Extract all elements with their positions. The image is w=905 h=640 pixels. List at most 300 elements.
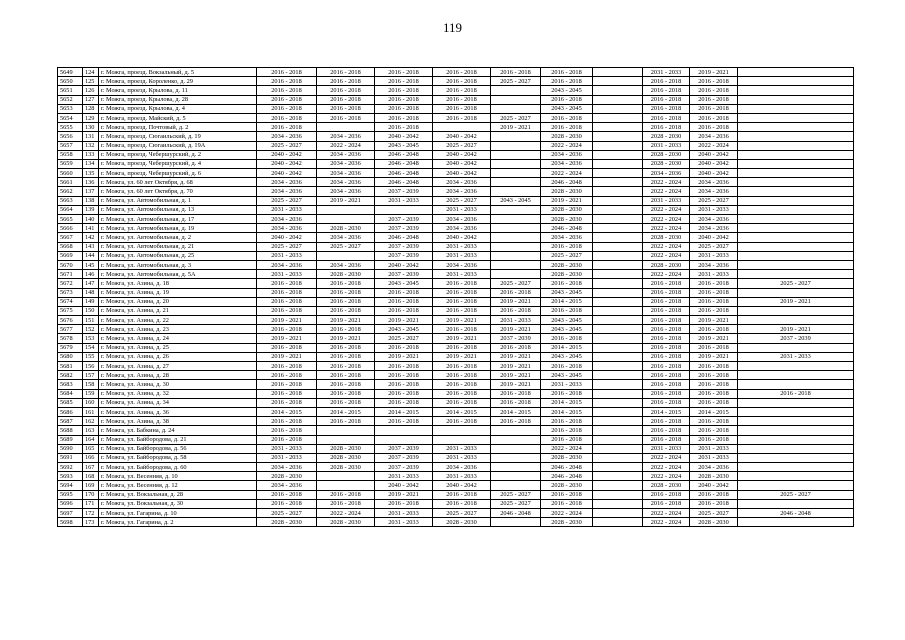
period-cell-1: 2034 - 2036 [257, 463, 317, 472]
row-index-cell: 133 [83, 150, 99, 159]
period-cell-9: 2016 - 2018 [690, 288, 738, 297]
period-cell-5 [491, 251, 541, 260]
period-cell-6: 2043 - 2045 [541, 325, 593, 334]
period-cell-4: 2031 - 2033 [433, 444, 491, 453]
period-cell-2: 2016 - 2018 [317, 490, 375, 499]
period-cell-9: 2022 - 2024 [690, 141, 738, 150]
row-index-cell: 130 [83, 123, 99, 132]
period-cell-7 [593, 132, 643, 141]
period-cell-9: 2031 - 2033 [690, 453, 738, 462]
period-cell-6: 2028 - 2030 [541, 215, 593, 224]
row-index-cell: 166 [83, 453, 99, 462]
row-index-cell: 145 [83, 260, 99, 269]
period-cell-9: 2025 - 2027 [690, 509, 738, 518]
period-cell-7 [593, 224, 643, 233]
address-cell: г. Можга, проезд. Короленко, д. 29 [99, 77, 257, 86]
period-cell-7 [593, 104, 643, 113]
period-cell-4: 2019 - 2021 [433, 334, 491, 343]
address-cell: г. Можга, ул. Азина, д. 19 [99, 288, 257, 297]
row-index-cell: 158 [83, 380, 99, 389]
period-cell-7 [593, 288, 643, 297]
period-cell-8: 2028 - 2030 [643, 481, 690, 490]
period-cell-2: 2034 - 2036 [317, 260, 375, 269]
period-cell-7 [593, 270, 643, 279]
period-cell-5 [491, 472, 541, 481]
period-cell-9: 2016 - 2018 [690, 380, 738, 389]
period-cell-6: 2046 - 2048 [541, 224, 593, 233]
period-cell-5 [491, 233, 541, 242]
row-id-cell: 5664 [58, 205, 83, 214]
table-row [58, 380, 854, 389]
period-cell-4: 2040 - 2042 [433, 150, 491, 159]
period-cell-4: 2031 - 2033 [433, 251, 491, 260]
period-cell-8: 2022 - 2024 [643, 518, 690, 527]
period-cell-2: 2019 - 2021 [317, 196, 375, 205]
period-cell-2: 2016 - 2018 [317, 325, 375, 334]
period-cell-3: 2037 - 2039 [375, 224, 433, 233]
table-row [58, 178, 854, 187]
period-cell-1: 2016 - 2018 [257, 362, 317, 371]
row-id-cell: 5679 [58, 343, 83, 352]
period-cell-9: 2019 - 2021 [690, 316, 738, 325]
period-cell-7 [593, 426, 643, 435]
period-cell-8: 2034 - 2036 [643, 169, 690, 178]
period-cell-3: 2025 - 2027 [375, 334, 433, 343]
period-cell-4: 2016 - 2018 [433, 279, 491, 288]
period-cell-2: 2034 - 2036 [317, 150, 375, 159]
period-cell-6: 2043 - 2045 [541, 352, 593, 361]
address-cell: г. Можга, ул. Автомобильная, д. 2 [99, 233, 257, 242]
period-cell-8: 2016 - 2018 [643, 371, 690, 380]
period-cell-8: 2016 - 2018 [643, 499, 690, 508]
period-cell-2: 2016 - 2018 [317, 417, 375, 426]
period-cell-3: 2016 - 2018 [375, 380, 433, 389]
row-index-cell: 146 [83, 270, 99, 279]
row-index-cell: 131 [83, 132, 99, 141]
table-row [58, 325, 854, 334]
period-cell-7 [593, 187, 643, 196]
period-cell-10 [738, 159, 854, 168]
row-index-cell: 160 [83, 398, 99, 407]
period-cell-5: 2016 - 2018 [491, 68, 541, 77]
period-cell-1: 2031 - 2033 [257, 251, 317, 260]
period-cell-7 [593, 233, 643, 242]
address-cell: г. Можга, ул. Азина, д. 34 [99, 398, 257, 407]
period-cell-2: 2028 - 2030 [317, 224, 375, 233]
period-cell-1: 2019 - 2021 [257, 352, 317, 361]
period-cell-5: 2016 - 2018 [491, 389, 541, 398]
period-cell-8: 2022 - 2024 [643, 463, 690, 472]
period-cell-2: 2016 - 2018 [317, 77, 375, 86]
row-id-cell: 5677 [58, 325, 83, 334]
period-cell-6: 2016 - 2018 [541, 426, 593, 435]
period-cell-3: 2043 - 2045 [375, 325, 433, 334]
row-index-cell: 151 [83, 316, 99, 325]
period-cell-9: 2028 - 2030 [690, 518, 738, 527]
period-cell-4: 2016 - 2018 [433, 325, 491, 334]
period-cell-1: 2016 - 2018 [257, 86, 317, 95]
period-cell-5 [491, 444, 541, 453]
row-index-cell: 126 [83, 86, 99, 95]
row-index-cell: 168 [83, 472, 99, 481]
period-cell-2 [317, 215, 375, 224]
period-cell-10 [738, 499, 854, 508]
period-cell-8: 2016 - 2018 [643, 435, 690, 444]
period-cell-2: 2016 - 2018 [317, 95, 375, 104]
row-index-cell: 147 [83, 279, 99, 288]
period-cell-7 [593, 306, 643, 315]
period-cell-5 [491, 95, 541, 104]
period-cell-7 [593, 389, 643, 398]
table-row [58, 453, 854, 462]
period-cell-1: 2016 - 2018 [257, 371, 317, 380]
registry-table [57, 67, 854, 527]
period-cell-10 [738, 518, 854, 527]
period-cell-6: 2016 - 2018 [541, 113, 593, 122]
table-row [58, 509, 854, 518]
period-cell-2 [317, 251, 375, 260]
period-cell-7 [593, 68, 643, 77]
address-cell: г. Можга, ул. Байбородова, д. 58 [99, 453, 257, 462]
period-cell-3: 2031 - 2033 [375, 472, 433, 481]
period-cell-5 [491, 224, 541, 233]
period-cell-8: 2022 - 2024 [643, 205, 690, 214]
period-cell-6: 2016 - 2018 [541, 68, 593, 77]
row-id-cell: 5673 [58, 288, 83, 297]
address-cell: г. Можга, ул. Автомобильная, д. 17 [99, 215, 257, 224]
period-cell-2: 2028 - 2030 [317, 444, 375, 453]
row-index-cell: 139 [83, 205, 99, 214]
period-cell-4: 2016 - 2018 [433, 398, 491, 407]
period-cell-1: 2016 - 2018 [257, 435, 317, 444]
period-cell-9: 2034 - 2036 [690, 463, 738, 472]
period-cell-5 [491, 132, 541, 141]
period-cell-5 [491, 150, 541, 159]
table-row [58, 472, 854, 481]
address-cell: г. Можга, проезд. Сюгаильский, д. 19 [99, 132, 257, 141]
period-cell-9: 2016 - 2018 [690, 371, 738, 380]
period-cell-9: 2031 - 2033 [690, 270, 738, 279]
period-cell-5: 2025 - 2027 [491, 490, 541, 499]
period-cell-4: 2025 - 2027 [433, 196, 491, 205]
period-cell-5: 2046 - 2048 [491, 509, 541, 518]
row-id-cell: 5668 [58, 242, 83, 251]
row-index-cell: 144 [83, 251, 99, 260]
period-cell-9: 2016 - 2018 [690, 435, 738, 444]
period-cell-4: 2034 - 2036 [433, 463, 491, 472]
row-index-cell: 161 [83, 407, 99, 416]
period-cell-3: 2016 - 2018 [375, 113, 433, 122]
period-cell-7 [593, 371, 643, 380]
period-cell-4: 2031 - 2033 [433, 453, 491, 462]
period-cell-1: 2040 - 2042 [257, 159, 317, 168]
period-cell-9: 2019 - 2021 [690, 68, 738, 77]
period-cell-9: 2034 - 2036 [690, 187, 738, 196]
row-index-cell: 163 [83, 426, 99, 435]
period-cell-5 [491, 187, 541, 196]
row-id-cell: 5670 [58, 260, 83, 269]
table-row [58, 417, 854, 426]
period-cell-4: 2016 - 2018 [433, 86, 491, 95]
row-id-cell: 5666 [58, 224, 83, 233]
period-cell-8: 2016 - 2018 [643, 123, 690, 132]
period-cell-5: 2014 - 2015 [491, 407, 541, 416]
row-id-cell: 5656 [58, 132, 83, 141]
period-cell-4 [433, 435, 491, 444]
row-id-cell: 5698 [58, 518, 83, 527]
table-row [58, 159, 854, 168]
period-cell-3: 2037 - 2039 [375, 242, 433, 251]
period-cell-1: 2025 - 2027 [257, 242, 317, 251]
period-cell-2: 2016 - 2018 [317, 371, 375, 380]
address-cell: г. Можга, ул. Азина, д. 27 [99, 362, 257, 371]
period-cell-8: 2022 - 2024 [643, 472, 690, 481]
row-id-cell: 5657 [58, 141, 83, 150]
row-index-cell: 148 [83, 288, 99, 297]
period-cell-1: 2025 - 2027 [257, 509, 317, 518]
period-cell-8: 2016 - 2018 [643, 352, 690, 361]
page-number: 119 [442, 20, 463, 35]
row-id-cell: 5665 [58, 215, 83, 224]
period-cell-3 [375, 205, 433, 214]
period-cell-9: 2016 - 2018 [690, 325, 738, 334]
period-cell-1: 2016 - 2018 [257, 306, 317, 315]
period-cell-5 [491, 169, 541, 178]
row-index-cell: 136 [83, 178, 99, 187]
period-cell-6: 2022 - 2024 [541, 444, 593, 453]
table-row [58, 169, 854, 178]
table-row [58, 389, 854, 398]
table-row [58, 68, 854, 77]
period-cell-10: 2016 - 2018 [738, 389, 854, 398]
period-cell-8: 2016 - 2018 [643, 362, 690, 371]
period-cell-2: 2019 - 2021 [317, 316, 375, 325]
period-cell-8: 2016 - 2018 [643, 77, 690, 86]
period-cell-10 [738, 270, 854, 279]
period-cell-8: 2028 - 2030 [643, 132, 690, 141]
period-cell-1: 2016 - 2018 [257, 389, 317, 398]
period-cell-9: 2034 - 2036 [690, 132, 738, 141]
period-cell-6: 2043 - 2045 [541, 371, 593, 380]
period-cell-7 [593, 343, 643, 352]
period-cell-5 [491, 435, 541, 444]
period-cell-3: 2016 - 2018 [375, 104, 433, 113]
table-row [58, 481, 854, 490]
period-cell-10 [738, 288, 854, 297]
period-cell-5: 2025 - 2027 [491, 113, 541, 122]
table-row [58, 251, 854, 260]
period-cell-2: 2034 - 2036 [317, 187, 375, 196]
period-cell-1: 2016 - 2018 [257, 95, 317, 104]
period-cell-8: 2016 - 2018 [643, 398, 690, 407]
period-cell-8: 2028 - 2030 [643, 159, 690, 168]
period-cell-6: 2034 - 2036 [541, 159, 593, 168]
address-cell: г. Можга, ул. Азина, д. 28 [99, 371, 257, 380]
period-cell-8: 2016 - 2018 [643, 380, 690, 389]
address-cell: г. Можга, ул. Гагарина, д. 10 [99, 509, 257, 518]
period-cell-4: 2019 - 2021 [433, 316, 491, 325]
period-cell-8: 2016 - 2018 [643, 279, 690, 288]
period-cell-7 [593, 325, 643, 334]
period-cell-10 [738, 435, 854, 444]
period-cell-4: 2031 - 2033 [433, 472, 491, 481]
period-cell-8: 2022 - 2024 [643, 178, 690, 187]
period-cell-1: 2034 - 2036 [257, 224, 317, 233]
period-cell-3: 2016 - 2018 [375, 371, 433, 380]
period-cell-7 [593, 95, 643, 104]
row-index-cell: 127 [83, 95, 99, 104]
address-cell: г. Можга, ул. Азина, д. 20 [99, 297, 257, 306]
address-cell: г. Можга, ул. Весенняя, д. 10 [99, 472, 257, 481]
period-cell-4: 2040 - 2042 [433, 481, 491, 490]
period-cell-9: 2016 - 2018 [690, 279, 738, 288]
period-cell-9: 2016 - 2018 [690, 417, 738, 426]
period-cell-10 [738, 86, 854, 95]
period-cell-5: 2016 - 2018 [491, 343, 541, 352]
period-cell-10 [738, 178, 854, 187]
period-cell-5: 2019 - 2021 [491, 380, 541, 389]
row-id-cell: 5682 [58, 371, 83, 380]
period-cell-3: 2016 - 2018 [375, 86, 433, 95]
period-cell-9: 2040 - 2042 [690, 159, 738, 168]
period-cell-8: 2031 - 2033 [643, 444, 690, 453]
period-cell-3: 2019 - 2021 [375, 490, 433, 499]
row-id-cell: 5686 [58, 407, 83, 416]
address-cell: г. Можга, проезд. Чебершурский, д. 6 [99, 169, 257, 178]
period-cell-10 [738, 150, 854, 159]
row-index-cell: 170 [83, 490, 99, 499]
period-cell-5 [491, 159, 541, 168]
period-cell-7 [593, 159, 643, 168]
period-cell-2: 2016 - 2018 [317, 499, 375, 508]
period-cell-6: 2043 - 2045 [541, 86, 593, 95]
period-cell-8: 2028 - 2030 [643, 260, 690, 269]
row-id-cell: 5649 [58, 68, 83, 77]
period-cell-10: 2019 - 2021 [738, 297, 854, 306]
period-cell-7 [593, 417, 643, 426]
period-cell-10 [738, 251, 854, 260]
period-cell-6: 2016 - 2018 [541, 95, 593, 104]
address-cell: г. Можга, проезд. Крылова, д. 11 [99, 86, 257, 95]
period-cell-10 [738, 233, 854, 242]
period-cell-5 [491, 205, 541, 214]
period-cell-10: 2025 - 2027 [738, 490, 854, 499]
row-id-cell: 5688 [58, 426, 83, 435]
period-cell-5: 2019 - 2021 [491, 325, 541, 334]
period-cell-5 [491, 453, 541, 462]
period-cell-8: 2016 - 2018 [643, 343, 690, 352]
period-cell-10 [738, 343, 854, 352]
period-cell-5 [491, 518, 541, 527]
period-cell-6: 2043 - 2045 [541, 288, 593, 297]
period-cell-10 [738, 481, 854, 490]
period-cell-1: 2016 - 2018 [257, 279, 317, 288]
period-cell-8: 2016 - 2018 [643, 417, 690, 426]
period-cell-1: 2031 - 2033 [257, 270, 317, 279]
period-cell-7 [593, 472, 643, 481]
period-cell-3: 2016 - 2018 [375, 417, 433, 426]
period-cell-10 [738, 113, 854, 122]
row-id-cell: 5652 [58, 95, 83, 104]
row-id-cell: 5696 [58, 499, 83, 508]
period-cell-6: 2016 - 2018 [541, 334, 593, 343]
period-cell-1: 2016 - 2018 [257, 417, 317, 426]
period-cell-3: 2016 - 2018 [375, 297, 433, 306]
address-cell: г. Можга, ул. Вокзальная, д. 28 [99, 490, 257, 499]
row-id-cell: 5672 [58, 279, 83, 288]
period-cell-9: 2016 - 2018 [690, 104, 738, 113]
period-cell-7 [593, 509, 643, 518]
address-cell: г. Можга, проезд. Майский, д. 5 [99, 113, 257, 122]
period-cell-4: 2040 - 2042 [433, 233, 491, 242]
period-cell-8: 2016 - 2018 [643, 288, 690, 297]
period-cell-3: 2016 - 2018 [375, 389, 433, 398]
period-cell-9: 2016 - 2018 [690, 86, 738, 95]
period-cell-2 [317, 205, 375, 214]
period-cell-5 [491, 426, 541, 435]
period-cell-10 [738, 224, 854, 233]
period-cell-4 [433, 123, 491, 132]
period-cell-4: 2031 - 2033 [433, 270, 491, 279]
period-cell-5: 2019 - 2021 [491, 371, 541, 380]
address-cell: г. Можга, ул. Вокзальная, д. 30 [99, 499, 257, 508]
table-row [58, 343, 854, 352]
address-cell: г. Можга, ул. Азина, д. 36 [99, 407, 257, 416]
period-cell-5: 2016 - 2018 [491, 288, 541, 297]
period-cell-10 [738, 169, 854, 178]
period-cell-10 [738, 316, 854, 325]
period-cell-6: 2028 - 2030 [541, 205, 593, 214]
table-row [58, 141, 854, 150]
period-cell-3: 2016 - 2018 [375, 499, 433, 508]
period-cell-9: 2034 - 2036 [690, 215, 738, 224]
period-cell-2: 2016 - 2018 [317, 279, 375, 288]
period-cell-8: 2022 - 2024 [643, 224, 690, 233]
period-cell-6: 2043 - 2045 [541, 104, 593, 113]
period-cell-5 [491, 215, 541, 224]
row-id-cell: 5663 [58, 196, 83, 205]
period-cell-4: 2028 - 2030 [433, 518, 491, 527]
period-cell-6: 2016 - 2018 [541, 417, 593, 426]
period-cell-10 [738, 242, 854, 251]
table-row [58, 224, 854, 233]
period-cell-10 [738, 215, 854, 224]
period-cell-10 [738, 205, 854, 214]
period-cell-3: 2016 - 2018 [375, 68, 433, 77]
period-cell-4: 2016 - 2018 [433, 113, 491, 122]
period-cell-1: 2016 - 2018 [257, 288, 317, 297]
period-cell-7 [593, 150, 643, 159]
period-cell-10: 2031 - 2033 [738, 352, 854, 361]
period-cell-8: 2028 - 2030 [643, 233, 690, 242]
row-id-cell: 5694 [58, 481, 83, 490]
row-index-cell: 134 [83, 159, 99, 168]
period-cell-1: 2016 - 2018 [257, 325, 317, 334]
period-cell-9: 2040 - 2042 [690, 150, 738, 159]
period-cell-8: 2028 - 2030 [643, 150, 690, 159]
period-cell-2: 2034 - 2036 [317, 233, 375, 242]
address-cell: г. Можга, ул. Азина, д. 24 [99, 334, 257, 343]
period-cell-3: 2037 - 2039 [375, 215, 433, 224]
row-index-cell: 153 [83, 334, 99, 343]
period-cell-7 [593, 334, 643, 343]
address-cell: г. Можга, ул. Автомобильная, д. 25 [99, 251, 257, 260]
period-cell-5: 2016 - 2018 [491, 306, 541, 315]
period-cell-8: 2022 - 2024 [643, 270, 690, 279]
table-row [58, 334, 854, 343]
period-cell-9: 2016 - 2018 [690, 389, 738, 398]
period-cell-9: 2016 - 2018 [690, 426, 738, 435]
